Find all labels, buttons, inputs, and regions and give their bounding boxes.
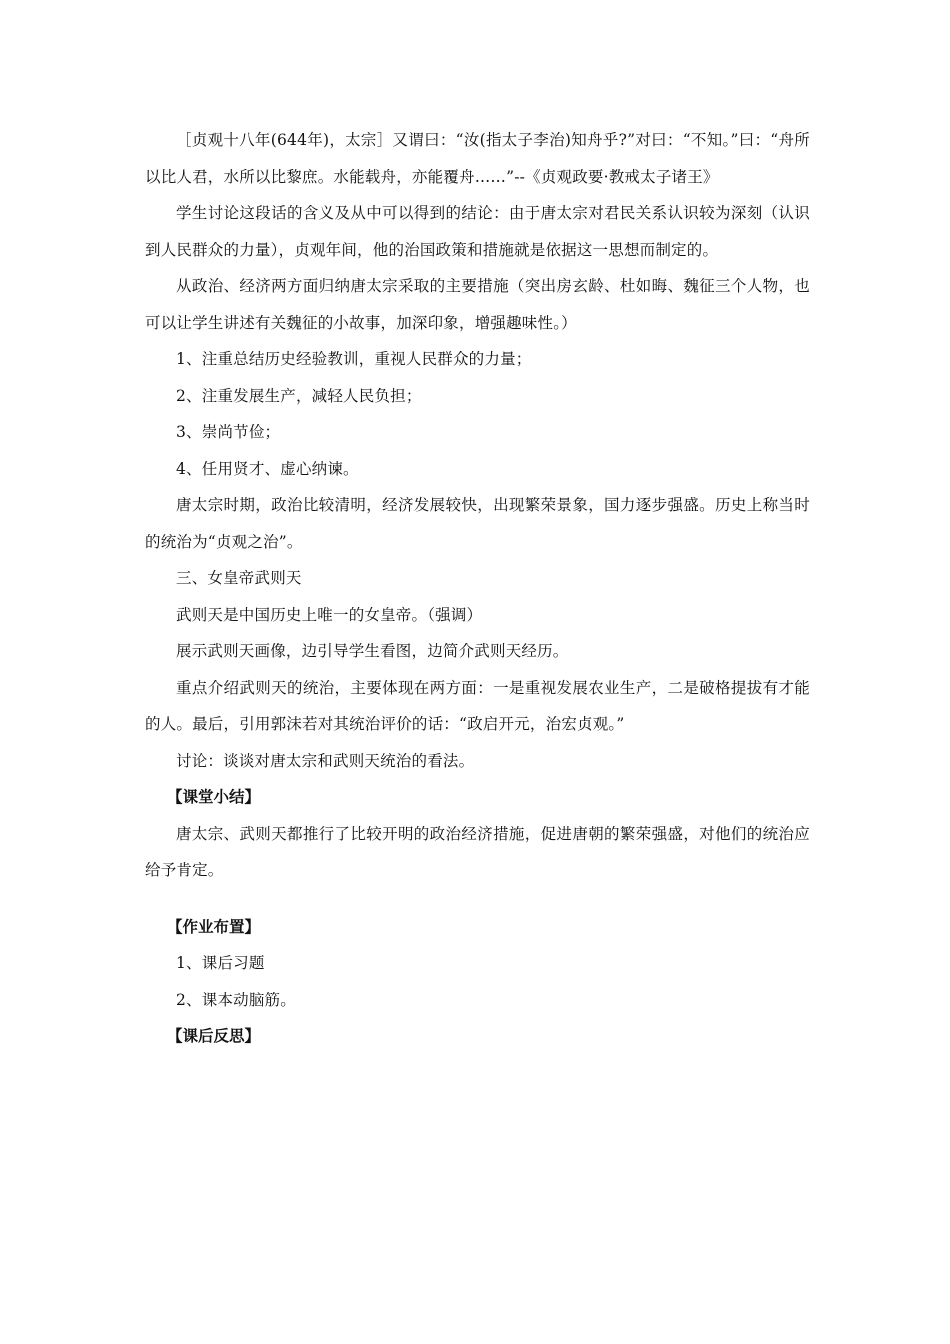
quote-paragraph: ［贞观十八年(644年)，太宗］又谓曰：“汝(指太子李治)知舟乎?”对曰：“不知。”曰：“舟所以比人君，水所以比黎庶。水能载舟，亦能覆舟……”--《贞观政要·教戒太子诸王》 bbox=[145, 131, 810, 186]
reflection-heading: 【课后反思】 bbox=[167, 1027, 261, 1045]
document-page bbox=[145, 122, 810, 1055]
wu-paragraph-2: 展示武则天画像，边引导学生看图，边简介武则天经历。 bbox=[176, 642, 569, 660]
homework-item: 2、课本动脑筋。 bbox=[176, 990, 296, 1009]
measure-item: 3、崇尚节俭； bbox=[176, 423, 281, 441]
summary-paragraph: 唐太宗、武则天都推行了比较开明的政治经济措施，促进唐朝的繁荣强盛，对他们的统治应给予肯定。 bbox=[145, 824, 810, 879]
spacer bbox=[145, 889, 810, 909]
discuss-paragraph: 讨论：谈谈对唐太宗和武则天统治的看法。 bbox=[176, 751, 475, 770]
wu-paragraph-1: 武则天是中国历史上唯一的女皇帝。（强调） bbox=[176, 605, 483, 624]
discussion-paragraph: 学生讨论这段话的含义及从中可以得到的结论：由于唐太宗对君民关系认识较为深刻（认识到人民群众的力量），贞观年间，他的治国政策和措施就是依据这一思想而制定的。 bbox=[145, 204, 810, 259]
section-title: 三、女皇帝武则天 bbox=[176, 569, 302, 587]
homework-heading: 【作业布置】 bbox=[167, 917, 261, 936]
measures-paragraph: 从政治、经济两方面归纳唐太宗采取的主要措施（突出房玄龄、杜如晦、魏征三个人物，也可以让学生讲述有关魏征的小故事，加深印象，增强趣味性。） bbox=[145, 277, 810, 332]
homework-item: 1、课后习题 bbox=[176, 954, 265, 972]
wu-paragraph-3: 重点介绍武则天的统治，主要体现在两方面：一是重视发展农业生产，二是破格提拔有才能的人。最后，引用郭沫若对其统治评价的话：“政启开元，治宏贞观。” bbox=[145, 678, 810, 733]
measure-item: 2、注重发展生产，减轻人民负担； bbox=[176, 386, 422, 405]
measure-item: 1、注重总结历史经验教训，重视人民群众的力量； bbox=[176, 350, 532, 368]
zhenguan-paragraph: 唐太宗时期，政治比较清明，经济发展较快，出现繁荣景象，国力逐步强盛。历史上称当时的统治为“贞观之治”。 bbox=[145, 496, 810, 551]
measure-item: 4、任用贤才、虚心纳谏。 bbox=[176, 459, 359, 478]
summary-heading: 【课堂小结】 bbox=[167, 788, 261, 806]
